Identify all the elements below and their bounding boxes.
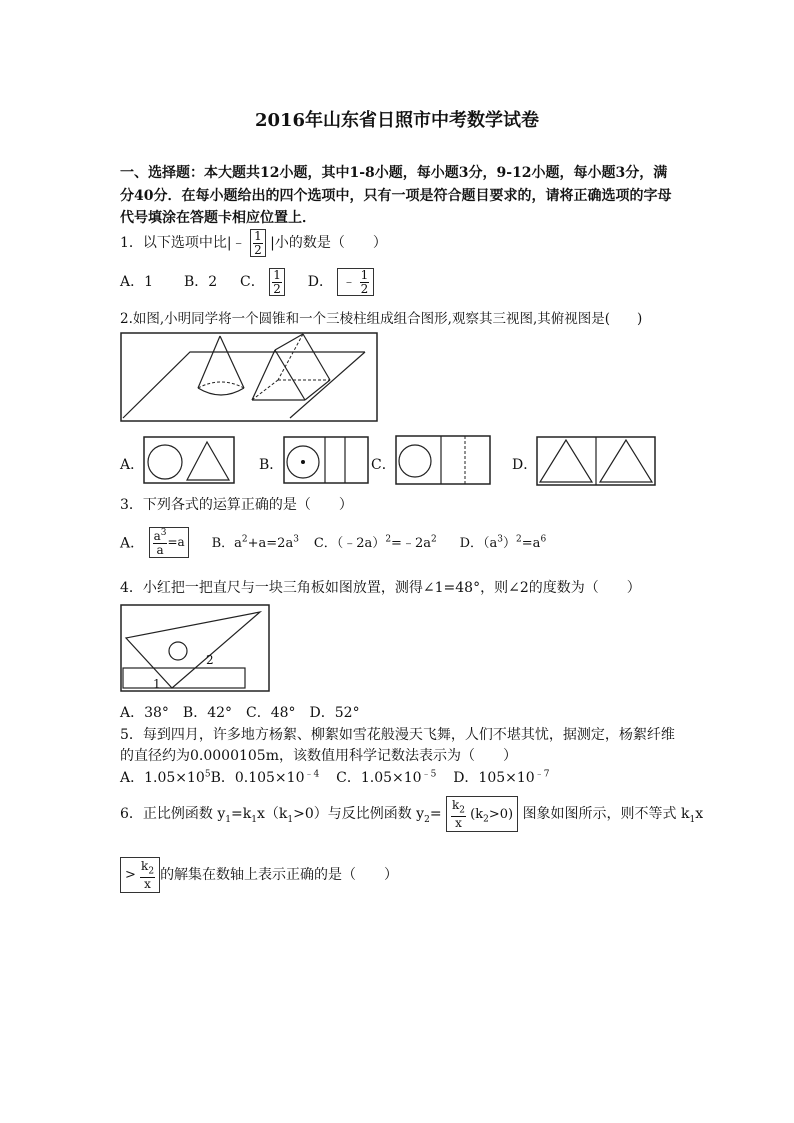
q2-option-d-figure <box>536 436 656 486</box>
section-instruction-line2: 分40分．在每小题给出的四个选项中，只有一项是符合题目要求的，请将正确选项的字母 <box>120 188 672 204</box>
q1-option-d-fraction: ﹣ $\frac{1}{2}$ <box>337 268 374 296</box>
question-4-stem: 4．小红把一把直尺与一块三角板如图放置，测得∠1=48°，则∠2的度数为（ ） <box>120 580 641 596</box>
q5-option-b: B．$0.105\times 10^{﹣4}$ <box>210 769 320 786</box>
question-5-options <box>120 766 549 787</box>
section-instruction-line3: 代号填涂在答题卡相应位置上． <box>120 210 316 226</box>
q1-option-c-fraction: $\frac{1}{2}$ <box>269 268 285 296</box>
question-1-options <box>120 268 374 296</box>
q1-option-b: B．2 <box>183 274 218 291</box>
q1-option-c: C． <box>240 274 265 291</box>
q3-option-d: D．$(a^3)^2=a^6$ <box>459 534 547 551</box>
q2-option-b-label: B． <box>259 457 284 473</box>
question-6-line2: > $\frac{k_2}{x}$ 的解集在数轴上表示正确的是（ ） <box>120 857 398 893</box>
q6-inequality-box: > $\frac{k_2}{x}$ <box>120 857 160 893</box>
q3-option-a-box: $\frac{a^3}{a}$ =a <box>149 527 189 558</box>
q3-option-b: B．$a^2+a=2a^3$ <box>211 534 299 551</box>
section-instruction-line1: 一、选择题：本大题共12小题，其中1-8小题，每小题3分，9-12小题，每小题3分，满 <box>120 165 668 181</box>
q2-option-a-figure <box>143 436 235 484</box>
q2-option-c-figure <box>395 435 491 485</box>
q2-option-c-label: C． <box>371 457 396 473</box>
q4-angle-label-1: 1 <box>153 677 161 691</box>
q1-option-a: A．1 <box>120 274 154 291</box>
question-2-stem: 2.如图,小明同学将一个圆锥和一个三棱柱组成组合图形,观察其三视图,其俯视图是( ) <box>120 311 643 327</box>
question-5-line2: 的直径约为0.0000105m，该数值用科学记数法表示为（ ） <box>120 748 517 764</box>
q1-fraction-box <box>250 229 266 257</box>
question-6-line1: 6．正比例函数 $y_1=k_1x(k_1>0)$与反比例函数 $y_2=$ $\frac{k_2}{x}$ $(k_2>0)$ 图象如图所示，则不等式 $k_1x$ <box>120 796 703 832</box>
q5-option-d: D．$105\times 10^{﹣7}$ <box>453 769 550 786</box>
q1-frac-den: 2 <box>254 242 262 257</box>
q4-figure-ruler-triangle <box>120 604 270 692</box>
q4-angle-label-2: 2 <box>206 653 214 667</box>
q3-option-c: C．$(﹣2a)^2=﹣2a^2$ <box>313 534 437 551</box>
q6-formula-box: $\frac{k_2}{x}$ $(k_2>0)$ <box>446 796 518 832</box>
q5-option-a: A．$1.05\times 10^5$ <box>120 769 211 786</box>
page-title: 2016年山东省日照市中考数学试卷 <box>254 110 540 131</box>
question-3-stem: 3．下列各式的运算正确的是（ ） <box>120 497 353 513</box>
question-5-line1: 5．每到四月，许多地方杨絮、柳絮如雪花般漫天飞舞，人们不堪其忧，据测定，杨絮纤维 <box>120 727 675 743</box>
q1-option-d: D． <box>307 274 333 291</box>
q1-suffix: |小的数是（ ） <box>270 235 387 252</box>
question-1-stem <box>120 229 387 257</box>
q1-prefix: 1．以下选项中比|﹣ <box>120 235 246 252</box>
q2-option-a-label: A． <box>120 457 145 473</box>
q5-option-c: C．$1.05\times 10^{﹣5}$ <box>336 769 437 786</box>
q3-option-a-label: A． <box>120 535 145 552</box>
question-3-options <box>120 527 546 558</box>
q2-option-b-figure <box>283 436 369 484</box>
q2-figure-cone-prism <box>120 332 378 422</box>
question-4-options: A．38° B．42° C．48° D．52° <box>120 705 360 721</box>
q2-option-d-label: D． <box>512 457 538 473</box>
q1-frac-num: 1 <box>254 229 262 243</box>
